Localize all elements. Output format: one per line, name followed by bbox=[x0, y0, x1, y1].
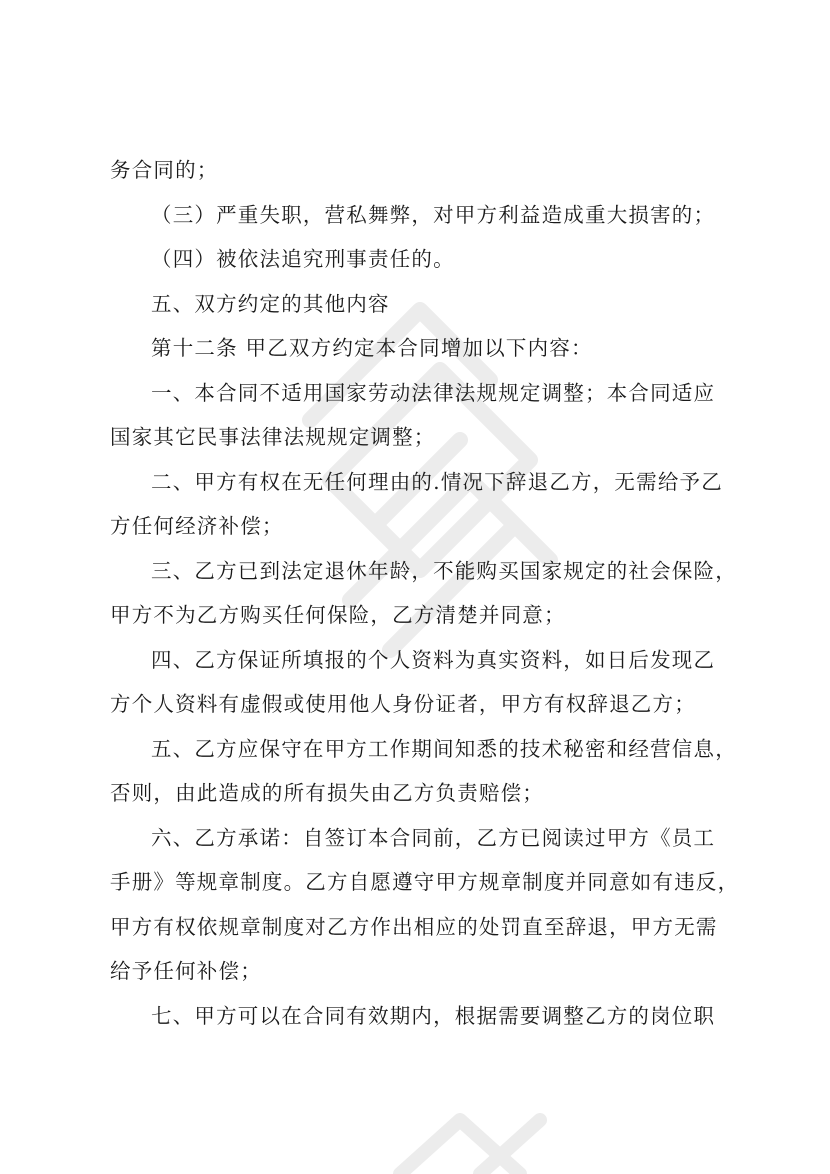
text-line: 给予任何补偿； bbox=[110, 959, 262, 983]
watermark-logo-bottom bbox=[380, 1100, 580, 1174]
text-line: 七、甲方可以在合同有效期内，根据需要调整乙方的岗位职 bbox=[151, 1003, 716, 1028]
contract-body bbox=[110, 148, 742, 1038]
text-line: （四）被依法追究刑事责任的。 bbox=[151, 247, 455, 271]
section-heading: 五、双方约定的其他内容 bbox=[151, 291, 390, 316]
text-line: 手册》等规章制度。乙方自愿遵守甲方规章制度并同意如有违反， bbox=[110, 870, 740, 894]
text-line: 甲方有权依规章制度对乙方作出相应的处罚直至辞退，甲方无需 bbox=[110, 914, 718, 939]
article-heading: 第十二条 甲乙双方约定本合同增加以下内容： bbox=[151, 336, 593, 360]
text-line: 方任何经济补偿； bbox=[110, 514, 284, 538]
text-line: 国家其它民事法律法规规定调整； bbox=[110, 425, 436, 449]
text-line: 方个人资料有虚假或使用他人身份证者，甲方有权辞退乙方； bbox=[110, 692, 696, 716]
text-line: 否则，由此造成的所有损失由乙方负责赔偿； bbox=[110, 781, 544, 805]
text-line: 一、本合同不适用国家劳动法律法规规定调整；本合同适应 bbox=[151, 380, 716, 405]
text-line: 二、甲方有权在无任何理由的.情况下辞退乙方，无需给予乙 bbox=[151, 469, 723, 494]
text-line: 六、乙方承诺：自签订本合同前，乙方已阅读过甲方《员工 bbox=[151, 825, 716, 850]
text-line: 务合同的； bbox=[110, 158, 219, 182]
text-line: 甲方不为乙方购买任何保险，乙方清楚并同意； bbox=[110, 603, 566, 627]
text-line: 三、乙方已到法定退休年龄，不能购买国家规定的社会保险， bbox=[151, 558, 737, 583]
text-line: （三）严重失职，营私舞弊，对甲方利益造成重大损害的； bbox=[151, 202, 716, 227]
text-line: 五、乙方应保守在甲方工作期间知悉的技术秘密和经营信息， bbox=[151, 736, 737, 761]
text-line: 四、乙方保证所填报的个人资料为真实资料，如日后发现乙 bbox=[151, 647, 716, 672]
